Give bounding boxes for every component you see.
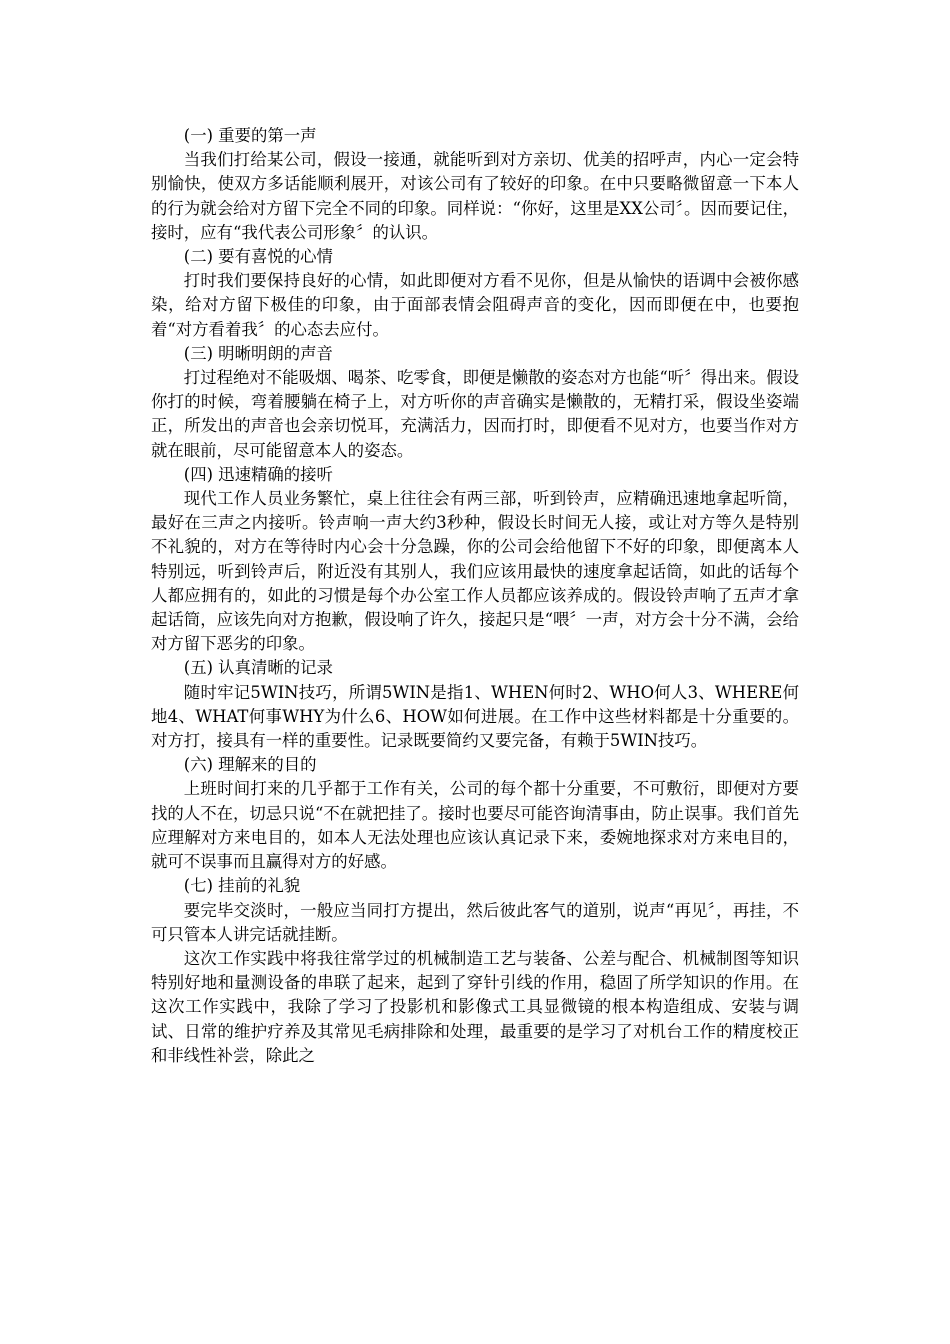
paragraph-6: 上班时间打来的几乎都于工作有关，公司的每个都十分重要，不可敷衍，即便对方要找的人不在，切忌只说“不在就把挂了。接时也要尽可能咨询清事由，防止误事。我们首先应理解对方来电目的，如本人无法处理也应该认真记录下来，委婉地探求对方来电目的，就可不误事而且赢得对方的好感。 — [151, 779, 799, 872]
paragraph-2: 打时我们要保持良好的心情，如此即便对方看不见你，但是从愉快的语调中会被你感染，给对方留下极佳的印象，由于面部表情会阻碍声音的变化，因而即便在中，也要抱着“对方看着我〞的心态去应付。 — [151, 271, 799, 339]
heading-4: (四) 迅速精确的接听 — [183, 464, 333, 484]
document-page — [151, 124, 799, 1068]
heading-5: (五) 认真清晰的记录 — [183, 658, 333, 678]
heading-2: (二) 要有喜悦的心情 — [183, 247, 333, 267]
paragraph-7: 要完毕交淡时，一般应当同打方提出，然后彼此客气的道别，说声“再见〞，再挂，不可只管本人讲完话就挂断。 — [151, 900, 799, 944]
paragraph-8: 这次工作实践中将我往常学过的机械制造工艺与装备、公差与配合、机械制图等知识特别好地和量测设备的串联了起来，起到了穿针引线的作用，稳固了所学知识的作用。在这次工作实践中，我除了学习了投影机和影像式工具显微镜的根本构造组成、安装与调试、日常的维护疗养及其常见毛病排除和处理，最重要的是学习了对机台工作的精度校正和非线性补尝，除此之 — [151, 948, 799, 1065]
paragraph-4: 现代工作人员业务繁忙，桌上往往会有两三部，听到铃声，应精确迅速地拿起听筒，最好在三声之内接听。铃声响一声大约3秒种，假设长时间无人接，或让对方等久是特别不礼貌的，对方在等待时内心会十分急躁，你的公司会给他留下不好的印象，即便离本人特别远，听到铃声后，附近没有其别人，我们应该用最快的速度拿起话筒，如此的话每个人都应拥有的，如此的习惯是每个办公室工作人员都应该养成的。假设铃声响了五声才拿起话筒，应该先向对方抱歉，假设响了许久，接起只是“喂〞一声，对方会十分不满，会给对方留下恶劣的印象。 — [151, 489, 799, 654]
heading-3: (三) 明晰明朗的声音 — [183, 343, 333, 363]
heading-7: (七) 挂前的礼貌 — [183, 876, 301, 896]
paragraph-3: 打过程绝对不能吸烟、喝茶、吃零食，即便是懒散的姿态对方也能“听〞得出来。假设你打的时候，弯着腰躺在椅子上，对方听你的声音确实是懒散的，无精打采，假设坐姿端正，所发出的声音也会亲切悦耳，充满活力，因而打时，即便看不见对方，也要当作对方就在眼前，尽可能留意本人的姿态。 — [151, 368, 799, 460]
heading-6: (六) 理解来的目的 — [183, 755, 317, 775]
paragraph-1: 当我们打给某公司，假设一接通，就能听到对方亲切、优美的招呼声，内心一定会特别愉快，使双方多话能顺利展开，对该公司有了较好的印象。在中只要略微留意一下本人的行为就会给对方留下完全不同的印象。同样说：“你好，这里是XX公司〞。因而要记住，接时，应有“我代表公司形象〞的认识。 — [151, 150, 799, 242]
heading-1: (一) 重要的第一声 — [183, 126, 317, 145]
paragraph-5: 随时牢记5WIN技巧，所谓5WIN是指1、WHEN何时2、WHO何人3、WHERE何地4、WHAT何事WHY为什么6、HOW如何进展。在工作中这些材料都是十分重要的。对方打，接具有一样的重要性。记录既要简约又要完备，有赖于5WIN技巧。 — [151, 682, 799, 751]
